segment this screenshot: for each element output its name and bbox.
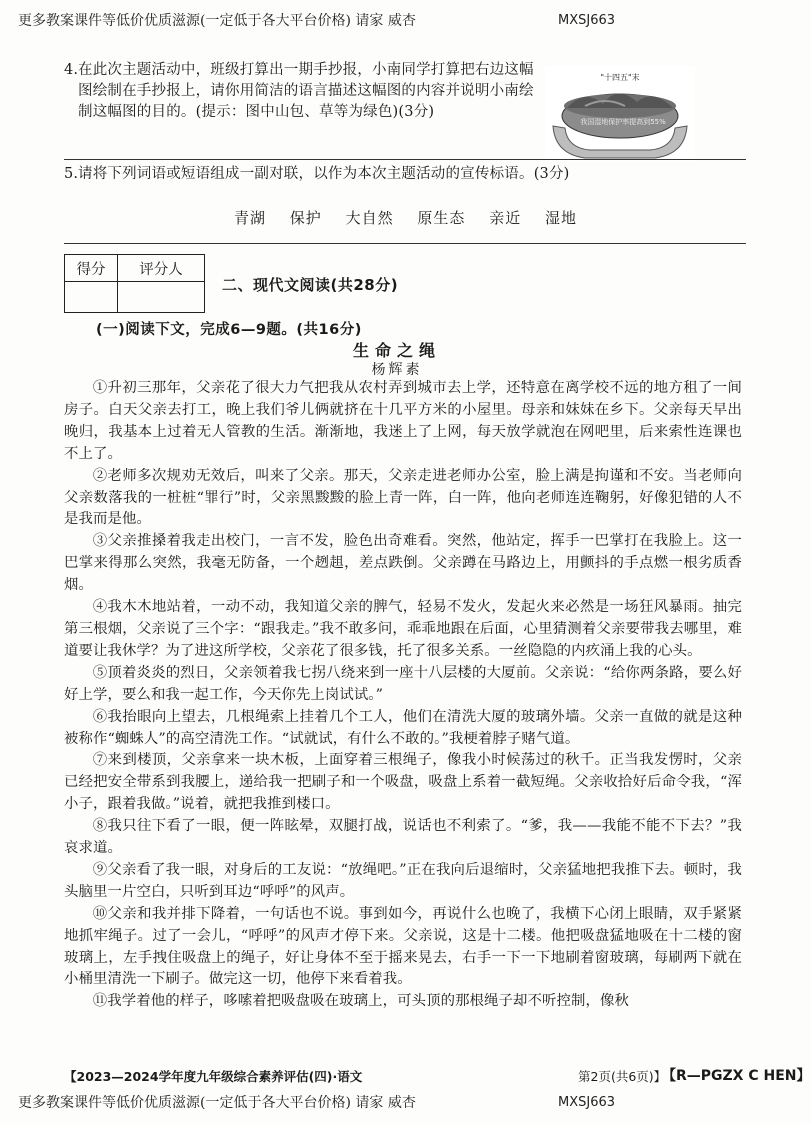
article-author: 杨辉素	[371, 362, 423, 378]
banner-code: MXSJ663	[558, 13, 616, 28]
banner-text: 更多教案课件等低价优质滋源(一定低于各大平台价格) 请家 威杏	[18, 13, 416, 29]
paragraph: ①升初三那年，父亲花了很大力气把我从农村弄到城市去上学，还特意在离学校不远的地方租了一间房子。白天父亲去打工，晚上我们爷儿俩就挤在十几平方米的小屋里。母亲和妹妹在乡下。父亲每天早出晚归，我基本上过着无人管教的生活。渐渐地，我迷上了上网，每天放学就泡在网吧里，后来索性连课也不上了。	[64, 380, 742, 462]
footer-page: 第2页(共6页)】	[578, 1069, 667, 1084]
footer-title: 【2023—2024学年度九年级综合素养评估(四)·语文	[64, 1069, 363, 1084]
word-item: 大自然	[345, 209, 394, 227]
footer-banner	[18, 1092, 778, 1114]
question-4-number: 4.	[64, 62, 79, 78]
paragraph: ④我木木地站着，一动不动，我知道父亲的脾气，轻易不发火，发起火来必然是一场狂风暴雨。抽完第三根烟，父亲说了三个字：“跟我走。”我不敢多问，乖乖地跟在后面，心里猜测着父亲要带我去哪里，难道要让我休学？为了进这所学校，父亲花了很多钱，托了很多关系。一丝隐隐的内疚涌上我的心头。	[64, 599, 742, 659]
question-5	[64, 164, 764, 185]
paragraph: ③父亲推搡着我走出校门，一言不发，脸色出奇难看。突然，他站定，挥手一巴掌打在我脸上。这一巴掌来得那么突然，我毫无防备，一个趔趄，差点跌倒。父亲蹲在马路边上，用颤抖的手点燃一根劣质香烟。	[64, 533, 742, 594]
section-title: 二、现代文阅读(共28分)	[222, 276, 399, 294]
article-title: 生命之绳	[352, 341, 441, 360]
score-cell[interactable]	[65, 282, 118, 313]
word-item: 亲近	[489, 209, 522, 227]
score-header: 得分	[65, 255, 118, 282]
grader-cell[interactable]	[118, 282, 205, 313]
word-item: 保护	[289, 209, 322, 227]
question-5-number: 5.	[64, 166, 79, 182]
grader-header: 评分人	[118, 255, 205, 282]
question-4	[64, 60, 536, 123]
subsection-title: (一)阅读下文，完成6—9题。(共16分)	[96, 322, 362, 338]
wetland-illustration	[545, 66, 695, 162]
divider-line	[64, 243, 746, 244]
question-5-text: 请将下列词语或短语组成一副对联，以作为本次主题活动的宣传标语。(3分)	[78, 166, 570, 182]
word-list	[234, 207, 595, 228]
paragraph: ⑩父亲和我并排下降着，一句话也不说。事到如今，再说什么也晚了，我横下心闭上眼睛，双手紧紧地抓牢绳子。过了一会儿，“呼呼”的风声才停下来。父亲说，这是十二楼。他把吸盘猛地吸在十二楼的窗玻璃上，左手拽住吸盘上的绳子，好让身体不至于摇来晃去，右手一下一下地刷着窗玻璃，每刷两下就在小桶里清洗一下刷子。做完这一切，他停下来看着我。	[64, 905, 742, 988]
paragraph: ⑦来到楼顶，父亲拿来一块木板，上面穿着三根绳子，像我小时候荡过的秋千。正当我发愣时，父亲已经把安全带系到我腰上，递给我一把刷子和一个吸盘，吸盘上系着一截短绳。父亲收拾好后命令我，“浑小子，跟着我做。”说着，就把我推到楼口。	[64, 752, 742, 813]
paragraph: ②老师多次规劝无效后，叫来了父亲。那天，父亲走进老师办公室，脸上满是拘谨和不安。当老师向父亲数落我的一桩桩“罪行”时，父亲黑黢黢的脸上青一阵，白一阵，他向老师连连鞠躬，好像犯错的人不是我而是他。	[64, 467, 742, 528]
word-item: 湿地	[544, 209, 577, 227]
page-footer	[64, 1065, 811, 1087]
illustration-top-label: "十四五"末	[600, 73, 640, 82]
question-4-text: 在此次主题活动中，班级打算出一期手抄报，小南同学打算把右边这幅图绘制在手抄报上，请你用简洁的语言描述这幅图的内容并说明小南绘制这幅图的目的。(提示：图中山包、草等为绿色)(3分)	[78, 62, 534, 120]
paragraph: ⑧我只往下看了一眼，便一阵眩晕，双腿打战，说话也不利索了。“爹，我——我能不能不下去？”我哀求道。	[64, 818, 742, 857]
banner-code: MXSJ663	[558, 1095, 616, 1110]
divider-line	[64, 159, 746, 160]
paragraph: ⑤顶着炎炎的烈日，父亲领着我七拐八绕来到一座十八层楼的大厦前。父亲说：“给你两条路，要么好好上学，要么和我一起工作，今天你先上岗试试。”	[64, 664, 742, 703]
header-banner	[18, 10, 778, 32]
illustration-caption: 我国湿地保护率提高到55%	[580, 118, 666, 126]
article-body	[64, 378, 742, 1013]
paragraph: ⑨父亲看了我一眼，对身后的工友说：“放绳吧。”正在我向后退缩时，父亲猛地把我推下去。顿时，我头脑里一片空白，只听到耳边“呼呼”的风声。	[64, 861, 742, 900]
paragraph: ⑥我抬眼向上望去，几根绳索上挂着几个工人，他们在清洗大厦的玻璃外墙。父亲一直做的就是这种被称作“蜘蛛人”的高空清洗工作。“试就试，有什么不敢的。”我梗着脖子赌气道。	[64, 708, 742, 747]
paragraph: ⑪我学着他的样子，哆嗦着把吸盘吸在玻璃上，可头顶的那根绳子却不听控制，像秋	[92, 993, 629, 1010]
word-item: 青湖	[234, 209, 267, 227]
footer-code: 【R—PGZX C HEN】	[662, 1068, 811, 1084]
banner-text: 更多教案课件等低价优质滋源(一定低于各大平台价格) 请家 威杏	[18, 1095, 416, 1111]
score-table	[64, 254, 205, 313]
word-item: 原生态	[417, 209, 466, 227]
